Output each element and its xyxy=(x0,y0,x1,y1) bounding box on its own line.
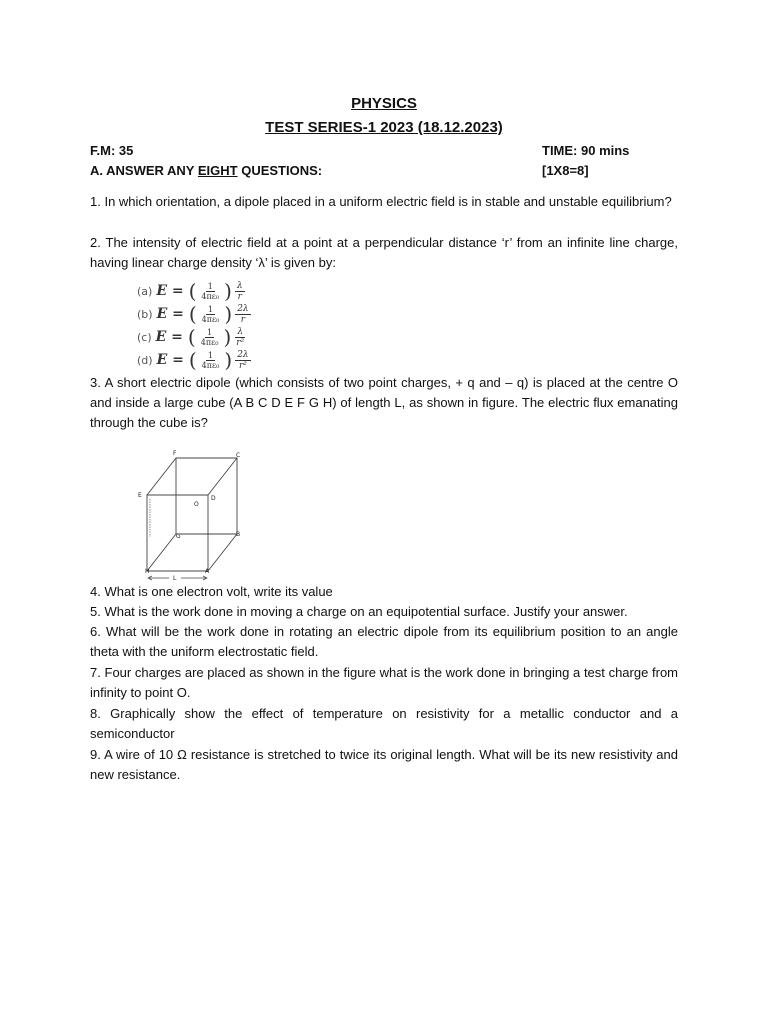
frac-num: 1 xyxy=(207,304,214,314)
frac-num: λ xyxy=(237,326,244,337)
length-arrow xyxy=(148,576,207,580)
question-7: 7. Four charges are placed as shown in the figure what is the work done in bringing a test charge from infinity to point O. xyxy=(90,665,678,700)
charge-fraction xyxy=(235,350,250,371)
vertex-b-label: B xyxy=(236,531,241,538)
question-4: 4. What is one electron volt, write its value xyxy=(90,584,333,599)
cube-figure xyxy=(130,445,260,585)
right-paren: ) xyxy=(224,279,232,303)
frac-den: 4πε₀ xyxy=(200,337,219,347)
vertex-d-label: D xyxy=(211,495,216,502)
option-label: (a) xyxy=(137,284,153,298)
frac-den: 4πε₀ xyxy=(201,291,220,301)
left-paren: ( xyxy=(188,279,197,303)
field-symbol: E = xyxy=(156,352,184,368)
frac-num: 2λ xyxy=(237,303,249,314)
instruction-post: QUESTIONS: xyxy=(237,163,323,178)
field-symbol: E = xyxy=(156,306,184,322)
marks-scheme: [1X8=8] xyxy=(542,163,589,178)
left-paren: ( xyxy=(187,325,196,349)
frac-den: r xyxy=(237,291,242,302)
section-instruction xyxy=(90,163,322,178)
cube-edges xyxy=(147,458,237,571)
field-symbol: E = xyxy=(156,283,184,299)
option-a xyxy=(137,280,247,302)
vertex-c-label: C xyxy=(236,452,241,459)
coefficient-fraction xyxy=(199,328,221,347)
coefficient-fraction xyxy=(199,282,221,301)
vertex-a-label: A xyxy=(205,568,210,575)
option-b xyxy=(137,303,253,325)
question-6: 6. What will be the work done in rotating an electric dipole from its equilibrium position to an angle theta with the uniform electrostatic field. xyxy=(90,624,678,659)
center-o-label: O xyxy=(194,501,199,508)
subject-title: PHYSICS xyxy=(351,95,417,112)
length-l-label: L xyxy=(173,575,177,582)
question-8: 8. Graphically show the effect of temperature on resistivity for a metallic conductor and a semiconductor xyxy=(90,706,678,741)
left-paren: ( xyxy=(188,348,197,372)
option-c xyxy=(137,326,248,348)
question-5: 5. What is the work done in moving a charge on an equipotential surface. Justify your answer. xyxy=(90,604,628,619)
frac-num: 2λ xyxy=(237,349,249,360)
frac-num: 1 xyxy=(207,281,213,291)
option-label: (d) xyxy=(137,353,153,367)
option-label: (c) xyxy=(137,330,152,344)
full-marks: F.M: 35 xyxy=(90,143,134,158)
frac-num: λ xyxy=(236,280,243,291)
frac-num: 1 xyxy=(207,327,213,337)
time-limit: TIME: 90 mins xyxy=(542,143,630,158)
frac-den: 4πε₀ xyxy=(201,314,220,324)
frac-num: 1 xyxy=(207,350,214,360)
question-9: 9. A wire of 10 Ω resistance is stretched to twice its original length. What will be its new resistivity and new resistance. xyxy=(90,747,678,782)
test-title: TEST SERIES-1 2023 (18.12.2023) xyxy=(265,119,503,136)
field-symbol: E = xyxy=(155,329,183,345)
question-3: 3. A short electric dipole (which consists of two point charges, + q and – q) is placed at the centre O and inside a large cube (A B C D E F G H) of length L, as shown in figure. The electric flux emanating through the cube is? xyxy=(90,375,678,430)
left-paren: ( xyxy=(188,302,197,326)
frac-den: r² xyxy=(238,360,247,371)
charge-fraction xyxy=(235,281,245,302)
frac-den: r xyxy=(240,314,246,325)
right-paren: ) xyxy=(223,325,232,349)
instruction-pre: A. ANSWER ANY xyxy=(90,163,198,178)
question-2: 2. The intensity of electric field at a point at a perpendicular distance ‘r’ from an infinite line charge, having linear charge density ‘λ’ is given by: xyxy=(90,235,678,270)
option-d xyxy=(137,349,253,371)
coefficient-fraction xyxy=(200,305,222,324)
vertex-g-label: G xyxy=(176,533,181,540)
frac-den: 4πε₀ xyxy=(201,360,220,370)
question-1: 1. In which orientation, a dipole placed in a uniform electric field is in stable and unstable equilibrium? xyxy=(90,194,672,209)
option-label: (b) xyxy=(137,307,153,321)
coefficient-fraction xyxy=(200,351,222,370)
charge-fraction xyxy=(235,304,250,325)
right-paren: ) xyxy=(224,348,233,372)
instruction-emphasis: EIGHT xyxy=(197,163,238,178)
vertex-e-label: E xyxy=(138,492,142,499)
vertex-f-label: F xyxy=(173,450,177,457)
right-paren: ) xyxy=(224,302,233,326)
charge-fraction xyxy=(234,327,246,348)
vertex-h-label: H xyxy=(145,568,150,575)
frac-den: r² xyxy=(236,337,245,348)
